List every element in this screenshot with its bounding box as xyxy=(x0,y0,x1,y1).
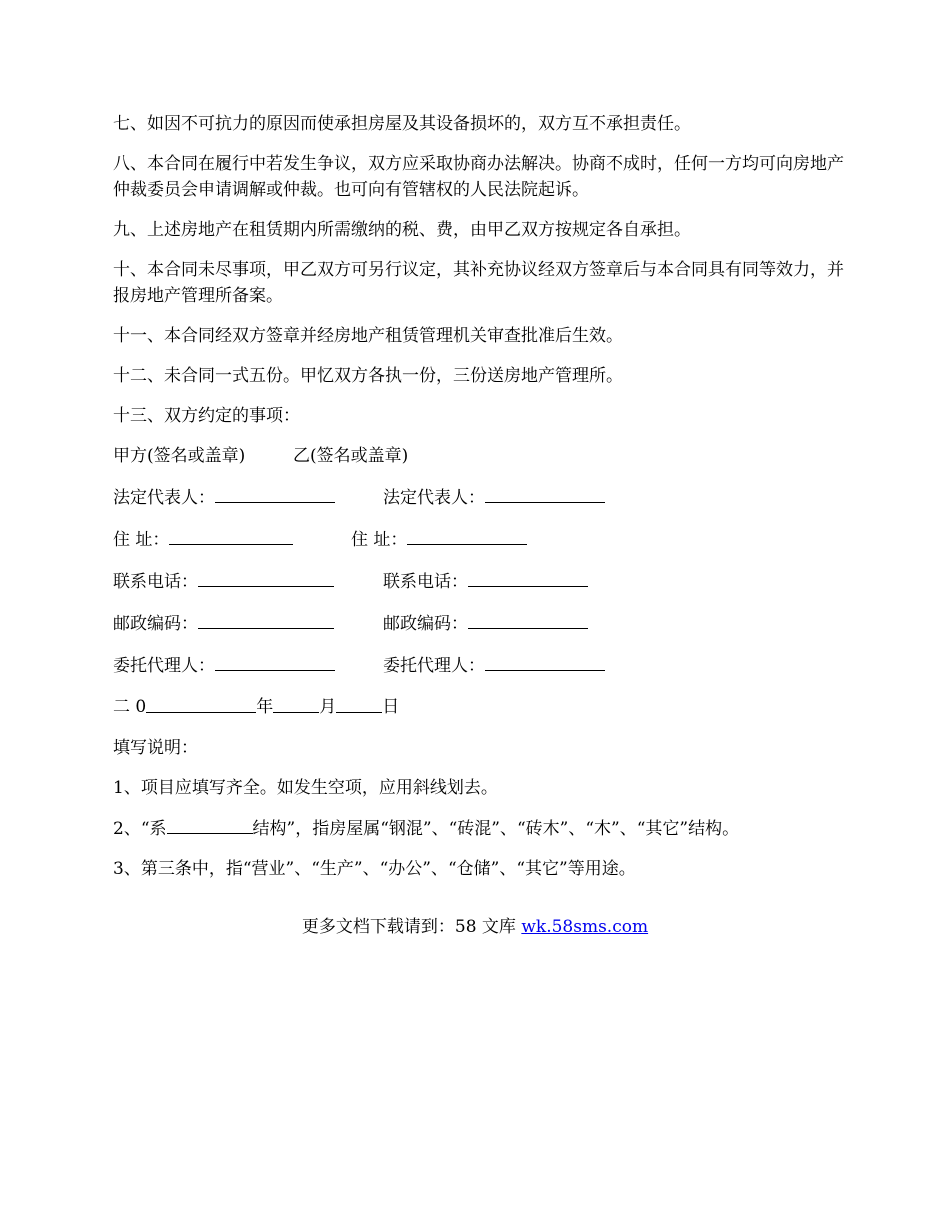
instruction-2 xyxy=(113,815,845,842)
footer xyxy=(0,914,950,940)
document-body xyxy=(113,111,845,896)
party-a-label: 甲方(签名或盖章) xyxy=(113,446,246,466)
legal-rep-a-label: 法定代表人： xyxy=(113,488,215,508)
clause-13: 十三、双方约定的事项： xyxy=(113,406,300,426)
signature-parties-row xyxy=(113,443,845,469)
clause-7: 七、如因不可抗力的原因而使承担房屋及其设备损坏的，双方互不承担责任。 xyxy=(113,114,691,134)
legal-rep-b xyxy=(383,484,605,511)
instruction-1: 1、项目应填写齐全。如发生空项，应用斜线划去。 xyxy=(113,778,498,798)
legal-rep-a xyxy=(113,484,383,511)
footer-text: 更多文档下载请到：58 文库 xyxy=(301,917,522,937)
address-a-label: 住 址： xyxy=(113,530,170,550)
postcode-a xyxy=(113,610,383,637)
date-day-blank[interactable] xyxy=(336,694,382,713)
phone-b xyxy=(383,568,588,595)
date-day-label: 日 xyxy=(382,697,400,717)
address-row xyxy=(113,526,845,553)
agent-row xyxy=(113,652,845,679)
postcode-b-blank[interactable] xyxy=(468,610,588,629)
date-month-label: 月 xyxy=(319,697,337,717)
date-year-blank[interactable] xyxy=(146,694,256,713)
instructions-title: 填写说明： xyxy=(113,738,198,758)
footer-link[interactable]: wk.58sms.com xyxy=(521,917,649,937)
legal-rep-b-blank[interactable] xyxy=(485,484,605,503)
address-a-blank[interactable] xyxy=(169,526,293,545)
address-b-blank[interactable] xyxy=(407,526,527,545)
postcode-a-blank[interactable] xyxy=(198,610,334,629)
legal-rep-a-blank[interactable] xyxy=(215,484,335,503)
address-b xyxy=(351,526,527,553)
clause-9: 九、上述房地产在租赁期内所需缴纳的税、费，由甲乙双方按规定各自承担。 xyxy=(113,220,691,240)
legal-rep-b-label: 法定代表人： xyxy=(383,488,485,508)
clause-11: 十一、本合同经双方签章并经房地产租赁管理机关审查批准后生效。 xyxy=(113,326,623,346)
agent-a xyxy=(113,652,383,679)
legal-rep-row xyxy=(113,484,845,511)
date-row xyxy=(113,694,845,720)
postcode-a-label: 邮政编码： xyxy=(113,614,198,634)
phone-a-blank[interactable] xyxy=(198,568,334,587)
instruction-2-prefix: 2、“系 xyxy=(113,819,167,839)
phone-a-label: 联系电话： xyxy=(113,572,198,592)
party-b-label: 乙(签名或盖章) xyxy=(293,446,409,466)
agent-a-label: 委托代理人： xyxy=(113,656,215,676)
clause-8: 八、本合同在履行中若发生争议，双方应采取协商办法解决。协商不成时，任何一方均可向房地产仲裁委员会申请调解或仲裁。也可向有管辖权的人民法院起诉。 xyxy=(113,154,844,200)
postcode-b xyxy=(383,610,588,637)
clause-12: 十二、未合同一式五份。甲忆双方各执一份，三份送房地产管理所。 xyxy=(113,366,623,386)
phone-b-label: 联系电话： xyxy=(383,572,468,592)
phone-row xyxy=(113,568,845,595)
address-a xyxy=(113,526,351,553)
phone-a xyxy=(113,568,383,595)
instruction-2-suffix: 结构”，指房屋属“钢混”、“砖混”、“砖木”、“木”、“其它”结构。 xyxy=(252,819,740,839)
agent-b-label: 委托代理人： xyxy=(383,656,485,676)
agent-a-blank[interactable] xyxy=(215,652,335,671)
instruction-2-blank xyxy=(167,815,253,834)
agent-b xyxy=(383,652,605,679)
postcode-b-label: 邮政编码： xyxy=(383,614,468,634)
date-month-blank[interactable] xyxy=(273,694,319,713)
clause-10: 十、本合同未尽事项，甲乙双方可另行议定，其补充协议经双方签章后与本合同具有同等效力，并报房地产管理所备案。 xyxy=(113,260,844,306)
agent-b-blank[interactable] xyxy=(485,652,605,671)
address-b-label: 住 址： xyxy=(351,530,408,550)
phone-b-blank[interactable] xyxy=(468,568,588,587)
postcode-row xyxy=(113,610,845,637)
date-prefix: 二 0 xyxy=(113,697,147,717)
date-year-label: 年 xyxy=(256,697,274,717)
instruction-3: 3、第三条中，指“营业”、“生产”、“办公”、“仓储”、“其它”等用途。 xyxy=(113,859,636,879)
